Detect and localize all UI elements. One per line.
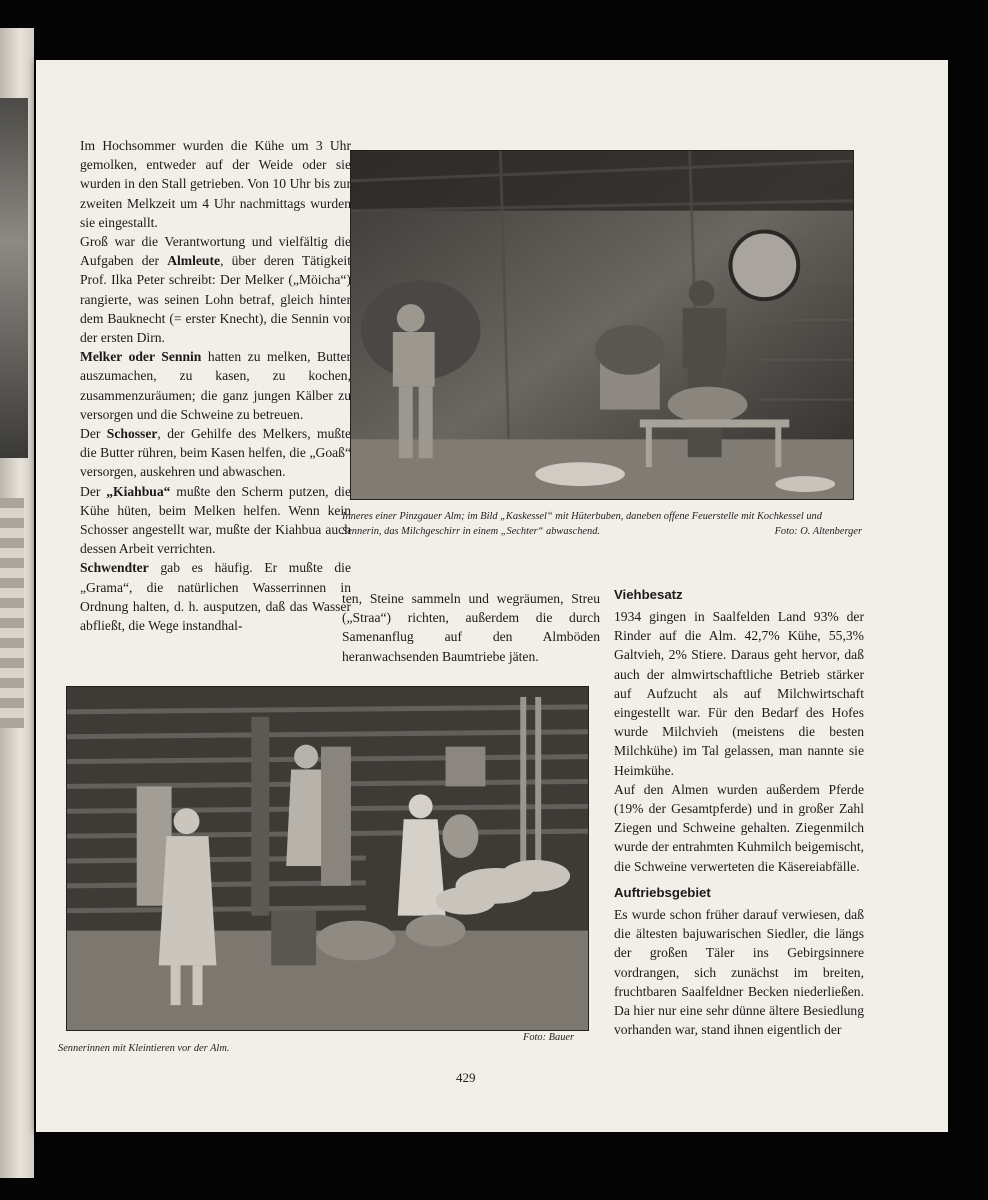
paragraph-schwendter: [80, 558, 351, 635]
text-auftriebsgebiet: [614, 905, 864, 1039]
text: gab es häufig. Er mußte die „Grama“, die natürlichen Wasserrinnen in Ordnung halten, d. h. ausputzen, daß das Wasser abfließt, die Wege instandhal-: [80, 560, 351, 634]
text: Groß war die Verantwortung und vielfältig die Aufgaben der: [80, 234, 351, 269]
paragraph-almleute: [80, 232, 351, 347]
photo-sennerinnen-caption: Sennerinnen mit Kleintieren vor der Alm.: [58, 1043, 230, 1054]
paragraph-viehbesatz: 1934 gingen in Saalfelden Land 93% der Rinder auf die Alm. 42,7% Kühe, 55,3% Galtvieh, 2% Stiere. Daraus geht hervor, daß auch der almwirtschaftliche Betrieb stärker auf Aufzucht als auf Milchwirtschaft eingestellt war. Für den Bedarf des Hofes wurde Milchvieh (meistens die besten Milchkühe) im Tal gelassen, man nannte sie Heimkühe.: [614, 609, 864, 778]
text: Der: [80, 483, 107, 499]
paragraph-milking: Im Hochsommer wurden die Kühe um 3 Uhr gemolken, entweder auf der Weide oder sie wurden in den Stall getrieben. Von 10 Uhr bis zur zweiten Melkzeit um 4 Uhr nachmittags wurden sie eingestallt.: [80, 138, 351, 230]
text: hatten zu melken, Butter auszumachen, zu kasen, zu kochen, zusammenzuräumen; die ganz jungen Kälber zu versorgen und die Schweine zu betreuen.: [80, 349, 351, 422]
paragraph-schosser: [80, 424, 351, 482]
photo-sennerinnen-image: [67, 687, 588, 1030]
caption-text: Inneres einer Pinzgauer Alm; im Bild „Kaskessel“ mit Hüterbuben, daneben offene Feuerstelle mit Kochkessel und Sennerin, das Milchgeschirr in einem „Sechter“ abwaschend.: [342, 511, 822, 537]
term-schosser: Schosser: [106, 426, 158, 442]
photo-sennerinnen: [66, 686, 589, 1031]
photo-alm-interior-image: [351, 151, 853, 499]
paragraph-auftriebsgebiet: Es wurde schon früher darauf verwiesen, daß die ältesten bajuwarischen Siedler, die längs der großen Täler ins Gebirgsinnere vordrangen, sich zunächst im breiten, fruchtbaren Saalfeldner Becken niederließen. Da hier nur eine sehr dünne ältere Besiedlung vorhanden war, stand ihnen eigentlich der: [614, 907, 864, 1038]
facing-page-photo: [0, 98, 28, 458]
heading-auftriebsgebiet: Auftriebsgebiet: [614, 885, 711, 900]
text-column-2: [342, 589, 600, 666]
photo-alm-interior-caption: [342, 509, 862, 539]
facing-page-edge: [0, 28, 34, 1178]
paragraph-continuation: ten, Steine sammeln und wegräumen, Streu („Straa“) richten, außerdem die durch Samenanflug auf den Almböden heranwachsenden Baumtriebe jäten.: [342, 591, 600, 664]
page-number: 429: [456, 1070, 476, 1085]
paragraph-melker: [80, 347, 351, 424]
text: Der: [80, 426, 107, 442]
text-column-1: [80, 136, 351, 635]
paragraph-pferde: Auf den Almen wurden außerdem Pferde (19% der Gesamtpferde) und in großer Zahl Ziegen und Schweine gehalten. Ziegenmilch wurde der entrahmten Kuhmilch beigemischt, die Schweine verwerteten die Käsereiabfälle.: [614, 781, 864, 874]
photo-alm-interior: [350, 150, 854, 500]
text: , der Gehilfe des Melkers, mußte die Butter rühren, beim Kasen helfen, die „Goaß“ versorgen, auskehren und abwaschen.: [80, 426, 351, 480]
heading-viehbesatz: Viehbesatz: [614, 587, 683, 602]
paragraph-kiahbua: [80, 482, 351, 559]
term-almleute: Almleute: [167, 253, 221, 269]
photo-sennerinnen-credit: Foto: Bauer: [523, 1032, 575, 1043]
term-melker: Melker oder Sennin: [80, 349, 202, 365]
photo-credit: Foto: O. Altenberger: [774, 526, 862, 537]
term-schwendter: Schwendter: [80, 560, 149, 576]
text: mußte den Scherm putzen, die Kühe hüten, beim Melken helfen. Wenn kein Schosser angestellt war, mußte der Kiahbua auch dessen Arbeit verrichten.: [80, 483, 351, 557]
term-kiahbua: „Kiahbua“: [106, 483, 171, 499]
text-viehbesatz: [614, 607, 864, 876]
facing-page-text: [0, 498, 24, 728]
text: , über deren Tätigkeit Prof. Ilka Peter schreibt: Der Melker („Möicha“) rangierte, was seinen Lohn betraf, gleich hinter dem Bauknecht (= erster Knecht), die Sennin vor der ersten Dirn.: [80, 253, 351, 346]
book-page: [36, 60, 948, 1132]
